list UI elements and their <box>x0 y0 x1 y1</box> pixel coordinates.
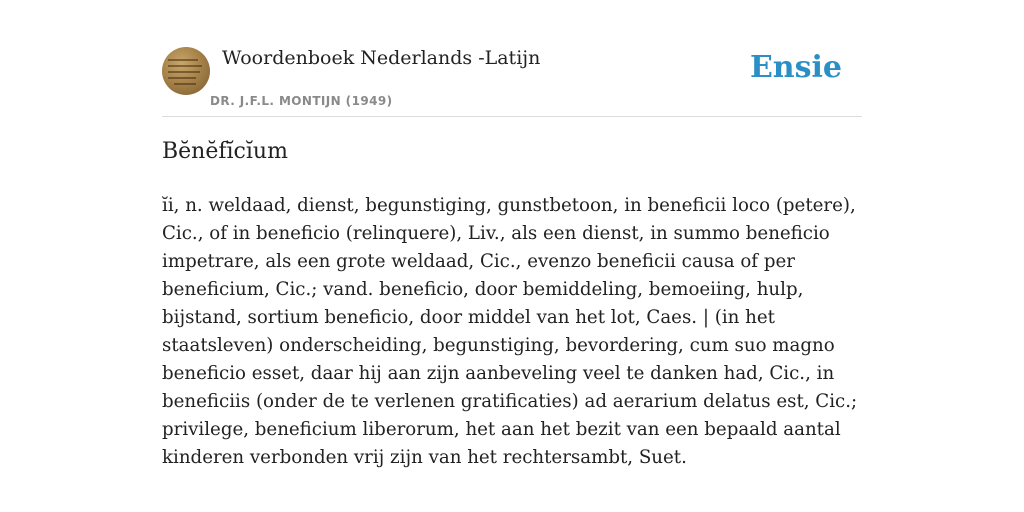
book-title[interactable]: Woordenboek Nederlands -Latijn <box>222 47 541 69</box>
entry-headword: Bĕnĕfĭcĭum <box>162 139 288 164</box>
book-cover-thumbnail[interactable] <box>162 47 210 95</box>
book-author: DR. J.F.L. MONTIJN (1949) <box>210 94 393 108</box>
brand-logo[interactable]: Ensie <box>749 50 842 85</box>
entry-definition: ĭi, n. weldaad, dienst, begunstiging, gunstbetoon, in beneficii loco (petere), Cic., of in beneficio (relinquere), Liv., als een dienst, in summo beneficio impetrare, als een grote weldaad, Cic., evenzo beneficii causa of per beneficium, Cic.; vand. beneficio, door bemiddeling, bemoeiing, hulp, bijstand, sortium beneficio, door middel van het lot, Caes. | (in het staatsleven) onderscheiding, begunstiging, bevordering, cum suo magno beneficio esset, daar hij aan zijn aanbeveling veel te danken had, Cic., in beneficiis (onder de te verlenen gratificaties) ad aerarium delatus est, Cic.; privilege, beneficium liberorum, het aan het bezit van een bepaald aantal kinderen verbonden vrij zijn van het rechtersambt, Suet. <box>162 195 858 468</box>
source-header <box>162 40 862 117</box>
